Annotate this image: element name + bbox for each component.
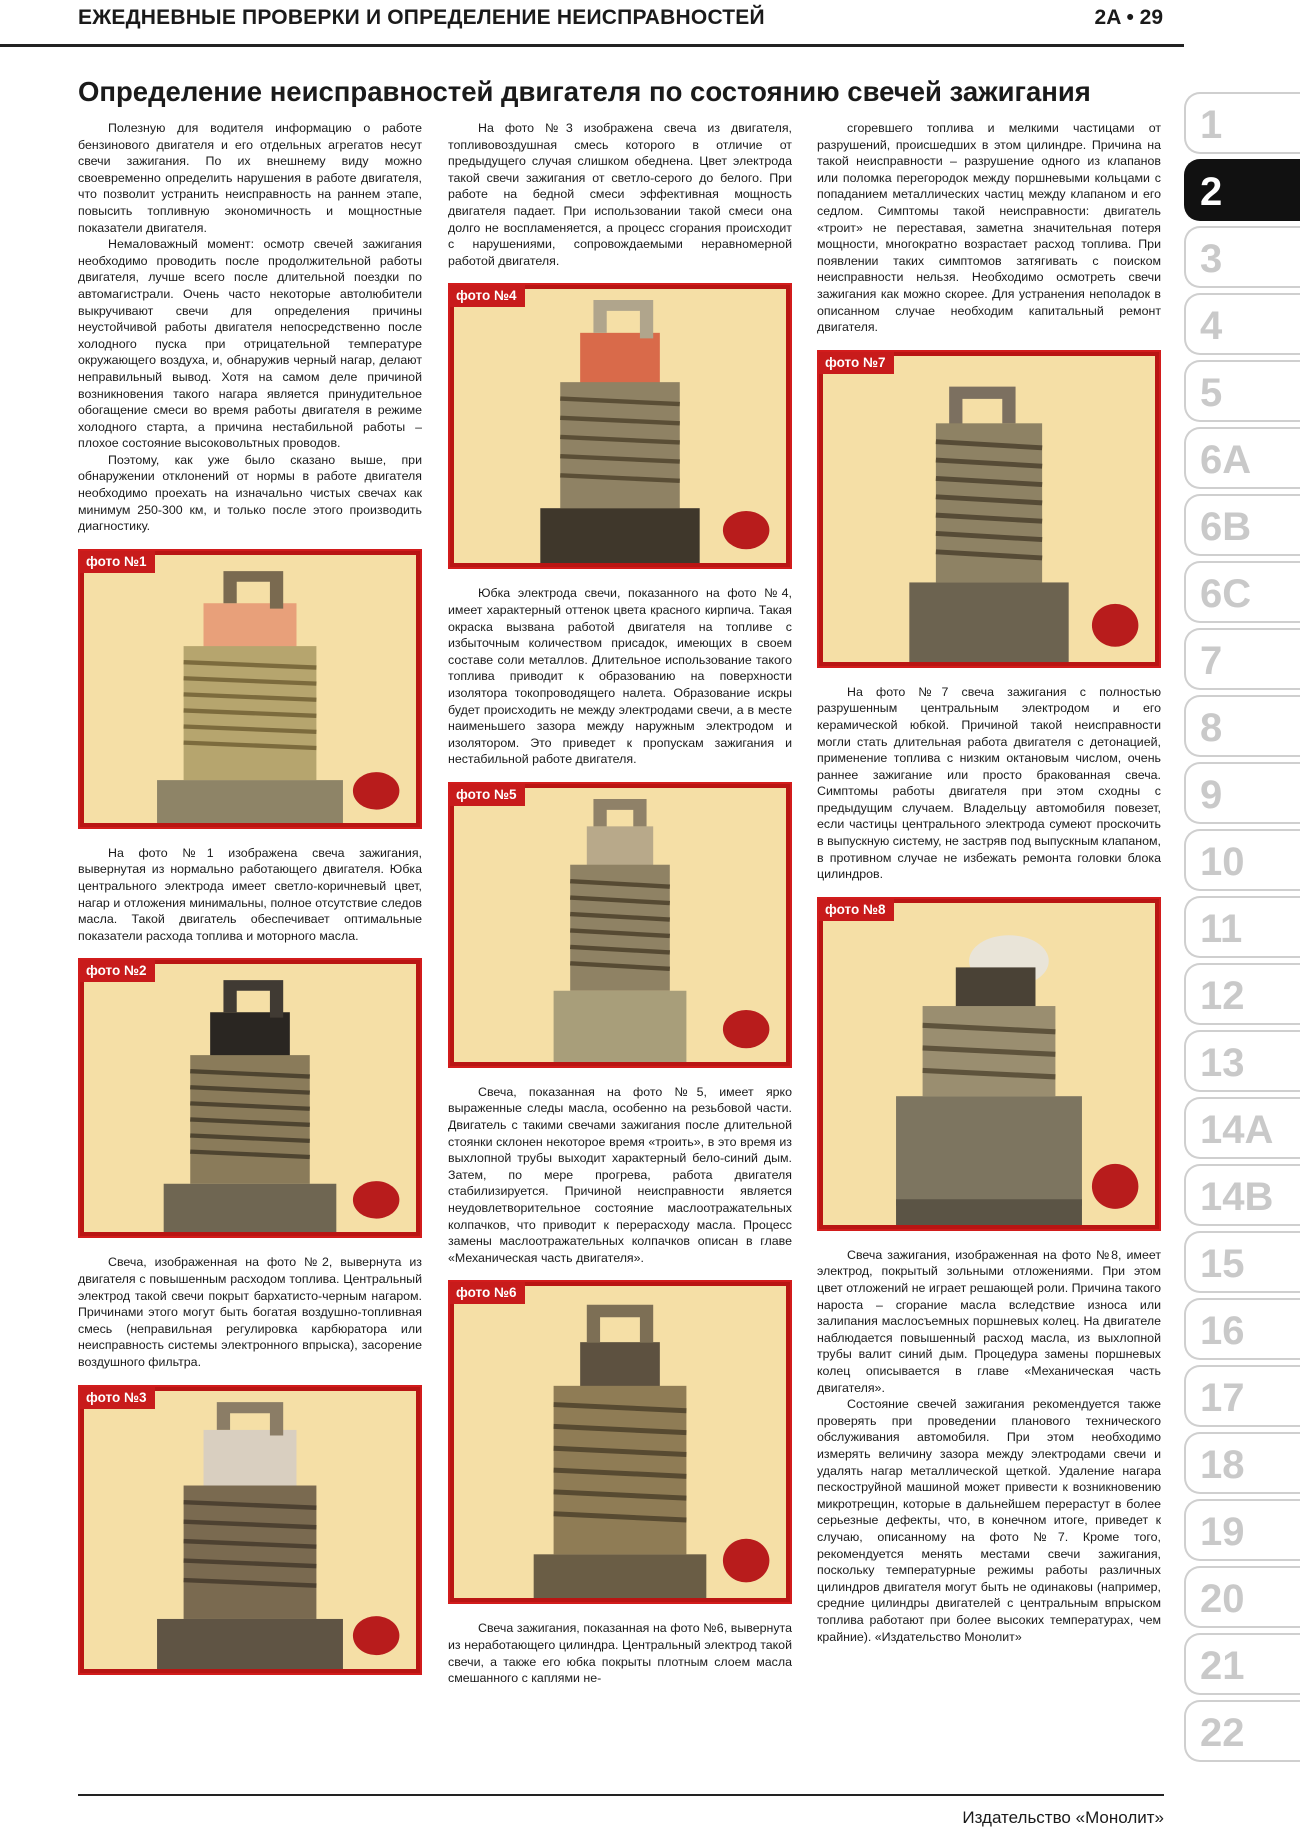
photo-7 — [817, 350, 1161, 668]
photo-5 — [448, 782, 792, 1068]
paragraph: Состояние свечей зажигания рекомендуется также проверять при проведении планового технического обслуживания автомобиля. При этом необходимо измерять величину зазора между электродами свечи и удалять нагар металлической щеткой. Удаление нагара пескоструйной машиной может привести к возникновению микротрещин, которые в дальнейшем перерастут в более серьезные дефекты, что, в конечном итоге, приведет к случаю, описанному на фото №7. Кроме того, рекомендуется менять местами свечи зажигания, поскольку температурные режимы работы различных цилиндров двигателя могут быть не одинаковы (например, средние цилиндры двигателей с центральным впрыском топлива работают при более высоких температурах, чем крайние). «Издательство Монолит» — [817, 1397, 1161, 1644]
paragraph: Свеча зажигания, изображенная на фото №8, имеет электрод, покрытый зольными отложениями. При этом цвет отложений не играет решающей роли. Причина такого нароста – сгорание масла вследствие износа или залипания маслосъемных поршневых колец. На двигателе наблюдается повышенный расход масла, из выхлопной трубы валит синий дым. Процедура замены поршневых колец описывается в главе «Механическая часть двигателя». — [817, 1247, 1161, 1395]
chapter-tab[interactable]: 11 — [1184, 896, 1300, 958]
paragraph: Полезную для водителя информацию о работе бензинового двигателя и его отдельных агрегатов несут свечи зажигания. По их внешнему виду можно своевременно определить нарушения в работе двигателя, что позволит устранить неисправность на раннем этапе, повысить топливную экономичность и мощностные показатели двигателя. — [78, 121, 422, 235]
photo-label: фото №5 — [450, 784, 525, 806]
photo-8 — [817, 897, 1161, 1231]
chapter-tab[interactable]: 6C — [1184, 561, 1300, 623]
paragraph: Поэтому, как уже было сказано выше, при обнаружении отклонений от нормы в работе двигателя необходимо проехать на изначально чистых свечах как минимум 250-300 км, и только после этого производить диагностику. — [78, 452, 422, 534]
photo-6 — [448, 1280, 792, 1604]
chapter-tab[interactable]: 10 — [1184, 829, 1300, 891]
paragraph: Немаловажный момент: осмотр свечей зажигания необходимо проводить после продолжительной работы двигателя, лучше всего после длительной поездки по автомагистрали. Очень часто некоторые автолюбители выкручивают свечи для определения причины неустойчивой работы двигателя непосредственно после холодного пуска при отрицательной температуре окружающего воздуха, и, обнаружив черный нагар, делают неправильный вывод. Хотя на самом деле причиной возникновения такого нагара является принудительное обогащение смеси во время работы двигателя в режиме холодного старта, а причина нестабильной работы – плохое состояние высоковольтных проводов. — [78, 237, 422, 451]
chapter-tab[interactable]: 1 — [1184, 92, 1300, 154]
chapter-tab[interactable]: 12 — [1184, 963, 1300, 1025]
spark-plug-image — [84, 555, 416, 823]
footer-rule — [78, 1794, 1164, 1796]
chapter-tab[interactable]: 18 — [1184, 1432, 1300, 1494]
paragraph: Юбка электрода свечи, показанного на фото №4, имеет характерный оттенок цвета красного кирпича. Такая окраска вызвана работой двигателя на топливе с избыточным количеством присадок, имеющих в своем составе соли металлов. Длительное использование такого топлива приводит к образованию на поверхности изолятора токопроводящего налета. Образование искры будет происходить не между электродами свечи, а в месте наименьшего зазора между наружным электродом и изолятором. Это приведет к пропускам зажигания и нестабильной работе двигателя. — [448, 586, 792, 767]
photo-2 — [78, 958, 422, 1238]
chapter-tab[interactable]: 8 — [1184, 695, 1300, 757]
photo-label: фото №4 — [450, 285, 525, 307]
paragraph: На фото №1 изображена свеча зажигания, вывернутая из нормально работающего двигателя. Юбка центрального электрода имеет светло-коричневый цвет, нагар и отложения минимальны, полное отсутствие следов масла. Такой двигатель обеспечивает оптимальные показатели расхода топлива и моторного масла. — [78, 845, 422, 943]
photo-3 — [78, 1385, 422, 1675]
spark-plug-image — [823, 356, 1155, 662]
paragraph: Свеча, изображенная на фото №2, вывернута из двигателя с повышенным расходом топлива. Центральный электрод такой свечи покрыт бархатисто-черным нагаром. Причинами этого могут быть богатая воздушно-топливная смесь (неправильная регулировка карбюратора или неисправность системы электронного впрыска), засорение воздушного фильтра. — [78, 1255, 422, 1369]
chapter-tab[interactable]: 14B — [1184, 1164, 1300, 1226]
chapter-tab[interactable]: 7 — [1184, 628, 1300, 690]
photo-label: фото №7 — [819, 352, 894, 374]
chapter-tab[interactable]: 19 — [1184, 1499, 1300, 1561]
chapter-tab[interactable]: 6A — [1184, 427, 1300, 489]
column-3 — [817, 120, 1161, 1645]
header-page-number: 2A • 29 — [1094, 6, 1163, 29]
column-2 — [448, 120, 792, 1687]
photo-1 — [78, 549, 422, 829]
photo-label: фото №8 — [819, 899, 894, 921]
paragraph: Свеча, показанная на фото №5, имеет ярко выраженные следы масла, особенно на резьбовой части. Двигатель с такими свечами зажигания после длительной стоянки склонен некоторое время «троить», в это время из выхлопной трубы выходит характерный бело-синий дым. Затем, по мере прогрева, работа двигателя стабилизируется. Причиной неисправности является неудовлетворительное состояние маслоотражательных колпачков, что приводит к перерасходу масла. Процесс замены маслоотражательных колпачков описан в главе «Механическая часть двигателя». — [448, 1084, 792, 1265]
chapter-tab[interactable]: 5 — [1184, 360, 1300, 422]
spark-plug-image — [84, 964, 416, 1232]
paragraph: Свеча зажигания, показанная на фото №6, вывернута из неработающего цилиндра. Центральный электрод такой свечи, а также его юбка покрыты плотным слоем масла смешанного с каплями не- — [448, 1621, 792, 1686]
chapter-tab[interactable]: 4 — [1184, 293, 1300, 355]
photo-label: фото №2 — [80, 960, 155, 982]
paragraph: На фото №7 свеча зажигания с полностью разрушенным центральным электродом и его керамической юбкой. Причиной такой неисправности могли стать длительная работа двигателя с детонацией, применение топлива с низким октановым числом, очень раннее зажигание или просто бракованная свеча. Симптомы работы двигателя при этом сходны с предыдущим случаем. Владельцу автомобиля повезет, если частицы центрального электрода сумеют проскочить в выпускную систему, не застряв под выпускным клапаном, в противном случае не избежать ремонта головки блока цилиндров. — [817, 684, 1161, 882]
spark-plug-image — [823, 903, 1155, 1225]
spark-plug-image — [454, 1286, 786, 1598]
chapter-tab[interactable]: 16 — [1184, 1298, 1300, 1360]
photo-4 — [448, 283, 792, 569]
spark-plug-image — [454, 289, 786, 563]
chapter-tab[interactable]: 20 — [1184, 1566, 1300, 1628]
column-1 — [78, 120, 422, 1691]
article-title: Определение неисправностей двигателя по состоянию свечей зажигания — [78, 76, 1091, 107]
spark-plug-image — [84, 1391, 416, 1669]
chapter-tab[interactable]: 17 — [1184, 1365, 1300, 1427]
chapter-tabs — [1184, 92, 1300, 1767]
chapter-tab[interactable]: 15 — [1184, 1231, 1300, 1293]
chapter-tab[interactable]: 9 — [1184, 762, 1300, 824]
chapter-tab[interactable]: 21 — [1184, 1633, 1300, 1695]
chapter-tab[interactable]: 3 — [1184, 226, 1300, 288]
footer-publisher: Издательство «Монолит» — [962, 1808, 1164, 1827]
chapter-tab[interactable]: 14A — [1184, 1097, 1300, 1159]
header-rule — [0, 44, 1184, 47]
photo-label: фото №1 — [80, 551, 155, 573]
spark-plug-image — [454, 788, 786, 1062]
paragraph: сгоревшего топлива и мелкими частицами от разрушений, происшедших в этом цилиндре. Причина на такой неисправности – разрушение одного из клапанов или поломка перегородок между поршневыми кольцами с попаданием металлических частиц между клапаном и его седлом. Симптомы такой неисправности: двигатель «троит» не переставая, заметна значительная потеря мощности, многократно возрастает расход топлива. При появлении таких симптомов затягивать с поиском неисправности нельзя. Необходимо осмотреть свечи зажигания как можно скорее. Для устранения неполадок в описанном случае необходим капитальный ремонт двигателя. — [817, 121, 1161, 335]
photo-label: фото №3 — [80, 1387, 155, 1409]
chapter-tab[interactable]: 13 — [1184, 1030, 1300, 1092]
chapter-tab[interactable]: 22 — [1184, 1700, 1300, 1762]
paragraph: На фото №3 изображена свеча из двигателя, топливовоздушная смесь которого в отличие от предыдущего случая слишком обеднена. Цвет электрода такой свечи зажигания от светло-серого до белого. При работе на бедной смеси эффективная мощность двигателя падает. При использовании такой смеси она долго не воспламеняется, а процесс сгорания происходит с нарушениями, сопровождаемыми неравномерной работой двигателя. — [448, 121, 792, 268]
header-section-title: ЕЖЕДНЕВНЫЕ ПРОВЕРКИ И ОПРЕДЕЛЕНИЕ НЕИСПРАВНОСТЕЙ — [78, 6, 765, 29]
chapter-tab[interactable]: 6B — [1184, 494, 1300, 556]
photo-label: фото №6 — [450, 1282, 525, 1304]
chapter-tab-active[interactable]: 2 — [1184, 159, 1300, 221]
